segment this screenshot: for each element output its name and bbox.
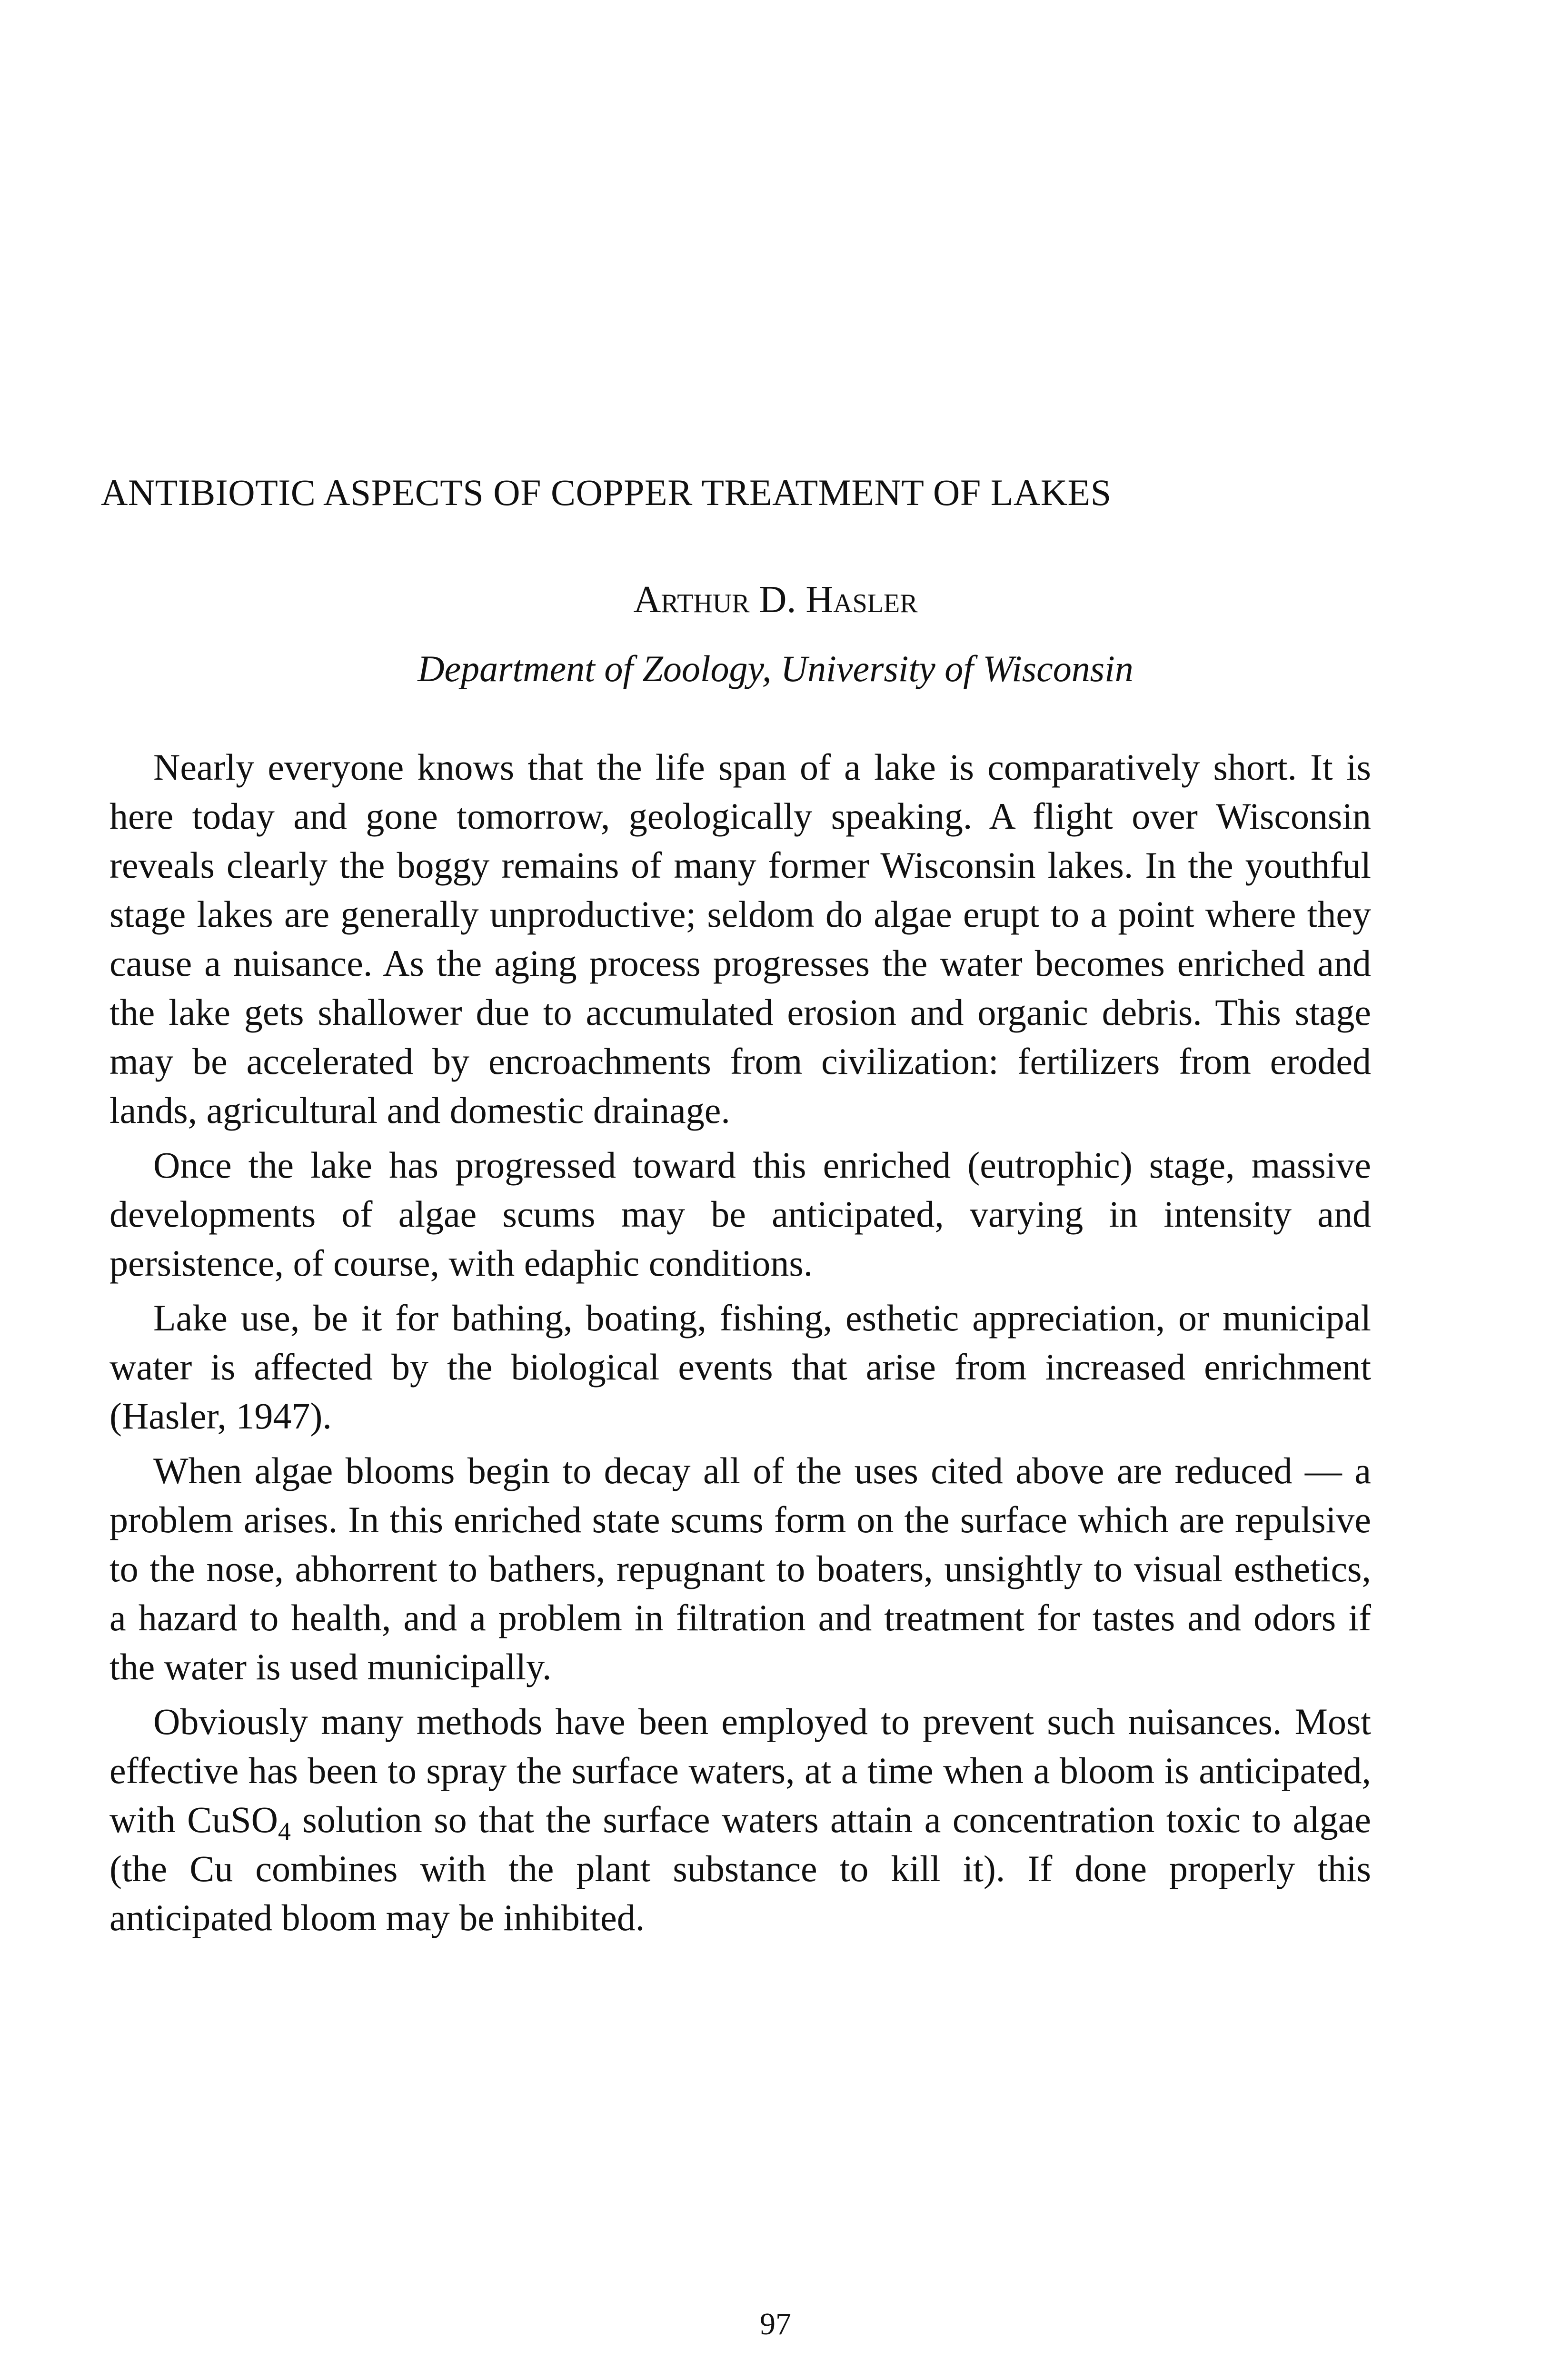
paragraph-algae-decay: When algae blooms begin to decay all of the uses cited above are reduced — a problem arises. In this enriched state scums form on the surface which are repulsive to the nose, abhorrent to bathers, repugnant to boaters, unsightly to visual esthetics, a hazard to health, and a problem in filtration and treatment for tastes and odors if the water is used municipally. [109, 1450, 1371, 1687]
copper-treatment-text-before-formula: Obviously many methods have been employed to prevent such nuisances. Most effective has been to spray the surface waters, at a time when a bloom is anticipated, with [109, 1701, 1371, 1840]
article-title: ANTIBIOTIC ASPECTS OF COPPER TREATMENT OF LAKES [101, 472, 1112, 513]
paragraph-lake-use: Lake use, be it for bathing, boating, fishing, esthetic appreciation, or municipal water is affected by the biological events that arise from increased enrichment (Hasler, 1947). [109, 1297, 1371, 1437]
paragraph-eutrophic-stage: Once the lake has progressed toward this enriched (eutrophic) stage, massive developments of algae scums may be anticipated, varying in intensity and persistence, of course, with edaphic conditions. [109, 1144, 1371, 1284]
page-number: 97 [760, 2307, 791, 2341]
author-name: Arthur D. Hasler [633, 579, 918, 621]
copper-treatment-text-after-formula: solution so that the surface waters attain a concentration toxic to algae (the Cu combines with the plant substance to kill it). If done properly this anticipated bloom may be inhibited. [109, 1799, 1372, 1938]
paragraph-lake-aging: Nearly everyone knows that the life span of a lake is comparatively short. It is here today and gone tomorrow, geologically speaking. A flight over Wisconsin reveals clearly the boggy remains of many former Wisconsin lakes. In the youthful stage lakes are generally unproductive; seldom do algae erupt to a point where they cause a nuisance. As the aging process progresses the water becomes enriched and the lake gets shallower due to accumulated erosion and organic debris. This stage may be accelerated by encroachments from civilization: fertilizers from eroded lands, agricultural and domestic drainage. [109, 746, 1371, 1131]
article-body [109, 743, 1371, 1948]
formula-subscript: 4 [278, 1817, 291, 1846]
formula-base: CuSO [187, 1799, 278, 1840]
author-affiliation: Department of Zoology, University of Wisconsin [418, 648, 1133, 689]
copper-sulfate-formula [187, 1799, 291, 1846]
paragraph-copper-treatment [109, 1697, 1371, 1942]
